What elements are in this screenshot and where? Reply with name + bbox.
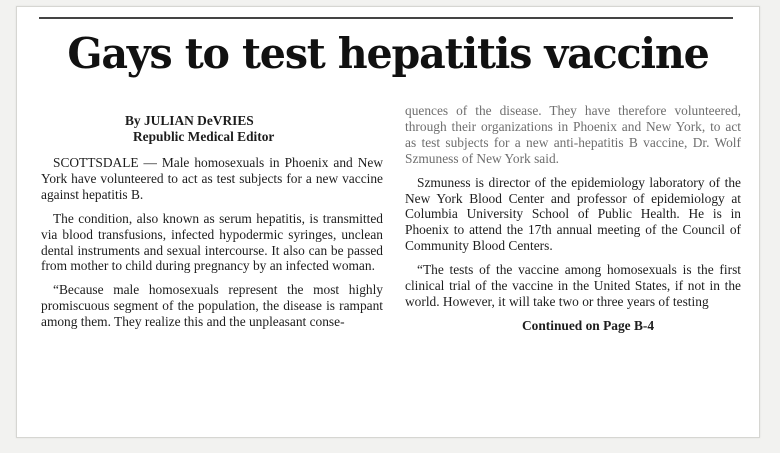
paragraph: SCOTTSDALE — Male homosexuals in Phoenix and New York have volunteered to act as test subjects for a new vaccine against hepatitis B. <box>41 155 383 202</box>
newspaper-clipping <box>16 6 760 438</box>
column-left <box>41 99 383 338</box>
byline-title: Republic Medical Editor <box>133 129 275 144</box>
paragraph: “The tests of the vaccine among homosexuals is the first clinical trial of the vaccine in the United States, if not in the world. However, it will take two or three years of testing <box>405 262 741 309</box>
paragraph: The condition, also known as serum hepatitis, is transmitted via blood transfusions, infected hypodermic syringes, unclean dental instruments and sexual intercourse. It also can be passed from mother to child during pregnancy by an infected woman. <box>41 210 383 274</box>
top-rule <box>39 17 733 19</box>
headline: Gays to test hepatitis vaccine <box>67 29 709 78</box>
column-right <box>405 103 741 334</box>
byline-author: By JULIAN DeVRIES <box>125 113 254 128</box>
paragraph: “Because male homosexuals represent the most highly promiscuous segment of the population, the disease is rampant among them. They realize this and the unpleasant conse- <box>41 282 383 330</box>
paragraph: quences of the disease. They have therefore volunteered, through their organizations in Phoenix and New York, to act as test subjects for a new anti-hepatitis B vaccine, Dr. Wolf Szmuness of New York said. <box>405 103 741 166</box>
continued-line: Continued on Page B-4 <box>521 317 655 333</box>
byline <box>41 113 383 145</box>
paragraph: Szmuness is director of the epidemiology laboratory of the New York Blood Center and professor of epidemiology at Columbia University School of Public Health. He is in Phoenix to attend the 17th annual meeting of the Council of Community Blood Centers. <box>405 174 741 254</box>
